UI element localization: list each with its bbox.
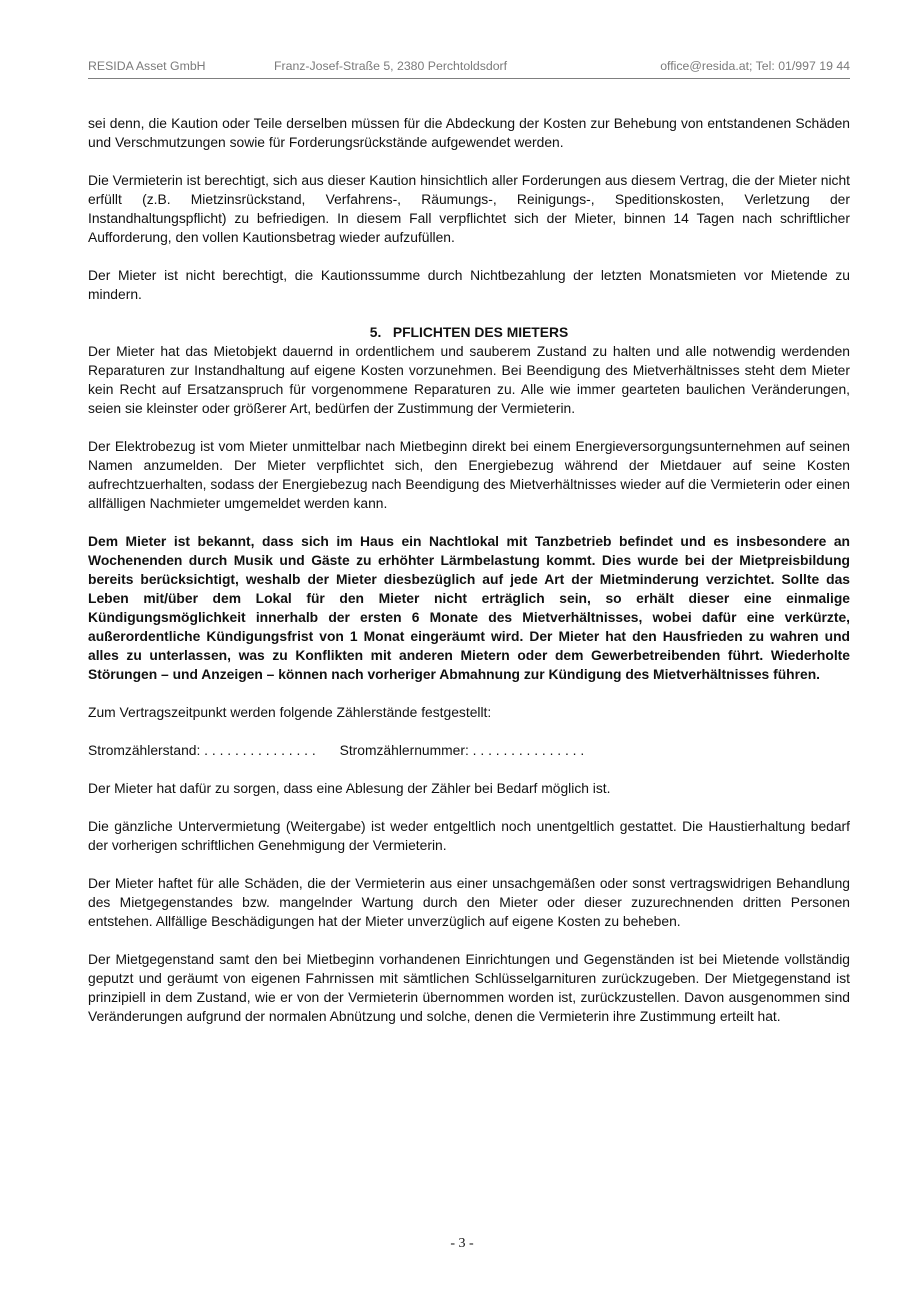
paragraph-return: Der Mietgegenstand samt den bei Mietbeginn vorhandenen Einrichtungen und Gegenständen ist bei Mietende vollständig geputzt und geräumt von eigenen Fahrnissen mit sämtlichen Schlüsselgarnituren zurückzugeben. Der Mietgegenstand ist prinzipiell in dem Zustand, wie er von der Vermieterin übernommen worden ist, zurückzustellen. Davon ausgenommen sind Veränderungen aufgrund der normalen Abnützung und solche, denen die Vermieterin ihre Zustimmung erteilt hat. (88, 951, 850, 1024)
paragraph-electricity: Der Elektrobezug ist vom Mieter unmittelbar nach Mietbeginn direkt bei einem Energieversorgungsunternehmen auf seinen Namen anzumelden. Der Mieter verpflichtet sich, den Energiebezug während der Mietdauer auf seine Kosten aufrechtzuerhalten, sodass der Energiebezug nach Beendigung des Mietverhältnisses wieder auf die Vermieterin oder einen allfälligen Nachmieter umgemeldet werden kann. (88, 438, 850, 511)
meter-readings (88, 741, 850, 760)
page-header (88, 59, 850, 79)
paragraph-subletting: Die gänzliche Untervermietung (Weitergabe) ist weder entgeltlich noch unentgeltlich gestattet. Die Haustierhaltung bedarf der vorherigen schriftlichen Genehmigung der Vermieterin. (88, 818, 850, 853)
paragraph-meter-access: Der Mieter hat dafür zu sorgen, dass eine Ablesung der Zähler bei Bedarf möglich ist. (88, 780, 611, 796)
header-contact: office@resida.at; Tel: 01/997 19 44 (660, 59, 850, 73)
paragraph-deposit-claims: Die Vermieterin ist berechtigt, sich aus dieser Kaution hinsichtlich aller Forderungen aus diesem Vertrag, die der Mieter nicht erfüllt (z.B. Mietzinsrückstand, Verfahrens-, Räumungs-, Reinigungs-, Speditionskosten, Verletzung der Instandhaltungspflicht) zu befriedigen. In diesem Fall verpflichtet sich der Mieter, binnen 14 Tagen nach schriftlicher Aufforderung, den vollen Kautionsbetrag wieder aufzufüllen. (88, 172, 850, 245)
paragraph-liability: Der Mieter haftet für alle Schäden, die der Vermieterin aus einer unsachgemäßen oder sonst vertragswidrigen Behandlung des Mietgegenstandes bzw. mangelnder Wartung durch den Mieter oder dieser zuzurechnenden dritten Personen entstehen. Allfällige Beschädigungen hat der Mieter unverzüglich auf eigene Kosten zu beheben. (88, 875, 850, 929)
section-heading (88, 323, 850, 342)
page-number: - 3 - (450, 1236, 474, 1251)
paragraph-maintenance: Der Mieter hat das Mietobjekt dauernd in ordentlichem und sauberem Zustand zu halten und alle notwendig werdenden Reparaturen zur Instandhaltung auf eigene Kosten vorzunehmen. Bei Beendigung des Mietverhältnisses steht dem Mieter kein Recht auf Ersatzanspruch für vorgenommene Reparaturen zu. Alle wie immer gearteten baulichen Veränderungen, seien sie kleinster oder größerer Art, bedürfen der Zustimmung der Vermieterin. (88, 343, 850, 416)
paragraph-meter-intro: Zum Vertragszeitpunkt werden folgende Zählerstände festgestellt: (88, 704, 492, 720)
section-number: 5. (369, 324, 382, 340)
header-address: Franz-Josef-Straße 5, 2380 Perchtoldsdorf (274, 59, 508, 73)
paragraph-deposit-use: sei denn, die Kaution oder Teile derselben müssen für die Abdeckung der Kosten zur Behebung von entstandenen Schäden und Verschmutzungen sowie für Forderungsrückstände aufgewendet werden. (88, 115, 850, 150)
header-company: RESIDA Asset GmbH (88, 59, 206, 73)
paragraph-deposit-no-offset: Der Mieter ist nicht berechtigt, die Kautionssumme durch Nichtbezahlung der letzten Monatsmieten vor Mietende zu mindern. (88, 267, 850, 302)
section-title: PFLICHTEN DES MIETERS (392, 324, 569, 340)
meter-reading-label: Stromzählerstand: . . . . . . . . . . . . . . . (88, 742, 316, 758)
paragraph-nightclub-notice: Dem Mieter ist bekannt, dass sich im Haus ein Nachtlokal mit Tanzbetrieb befindet und es insbesondere an Wochenenden durch Musik und Gäste zu erhöhter Lärmbelastung kommt. Dies wurde bei der Mietpreisbildung bereits berücksichtigt, weshalb der Mieter diesbezüglich auf jede Art der Mietminderung verzichtet. Sollte das Leben mit/über dem Lokal für den Mieter nicht erträglich sein, so erhält dieser eine einmalige Kündigungsmöglichkeit innerhalb der ersten 6 Monate des Mietverhältnisses, wobei dafür eine verkürzte, außerordentliche Kündigungsfrist von 1 Monat eingeräumt wird. Der Mieter hat den Hausfrieden zu wahren und alles zu unterlassen, was zu Konflikten mit anderen Mietern oder dem Gewerbetreibenden führt. Wiederholte Störungen – und Anzeigen – können nach vorheriger Abmahnung zur Kündigung des Mietverhältnisses führen. (88, 533, 850, 682)
document-body (88, 114, 850, 1026)
meter-number-label: Stromzählernummer: . . . . . . . . . . . . . . . (339, 742, 585, 758)
